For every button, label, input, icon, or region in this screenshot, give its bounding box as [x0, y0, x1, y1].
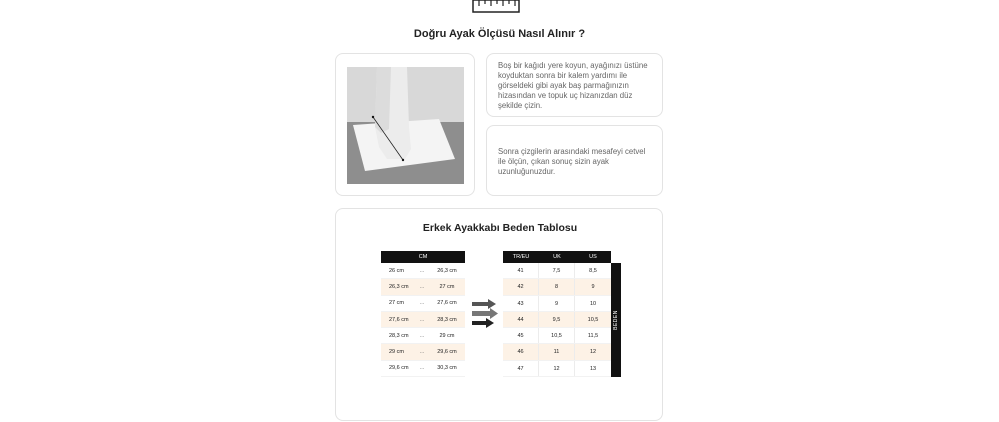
size-tr: 47 [503, 361, 539, 376]
cm-table [381, 251, 465, 377]
cm-to: 29,6 cm [437, 349, 457, 356]
cm-separator: ... [419, 267, 425, 274]
cm-separator: ... [419, 365, 425, 372]
cm-to: 26,3 cm [437, 267, 457, 274]
instruction-card-2 [486, 125, 663, 196]
cm-to: 29 cm [439, 332, 455, 339]
size-us: 12 [589, 349, 597, 356]
instruction-text-1: Boş bir kağıdı yere koyun, ayağınızı üstüne koyduktan sonra bir kalem yardımı ile görseldeki gibi ayak baş parmağınızın hizasından ve topuk uç hizanızdan düz şekilde çizin. [498, 61, 648, 110]
size-us: 9 [591, 284, 595, 291]
size-tr: 43 [503, 296, 539, 311]
cm-from: 29 cm [389, 349, 404, 356]
table-row [503, 279, 611, 295]
size-us: 13 [589, 365, 597, 372]
instruction-text-2: Sonra çizgilerin arasındaki mesafeyi cetvel ile ölçün, çıkan sonuç sizin ayak uzunluğunuzdur. [498, 147, 646, 176]
size-uk: 7,5 [539, 263, 575, 278]
table-row [503, 328, 611, 344]
cm-separator: ... [419, 283, 425, 290]
header-us: US [589, 254, 597, 260]
cm-separator: ... [419, 300, 425, 307]
size-table [503, 251, 611, 377]
arrow-right-icon [470, 299, 500, 329]
size-uk: 12 [539, 361, 575, 376]
cm-table-header: CM [381, 251, 465, 263]
size-uk: 9,5 [539, 312, 575, 327]
size-tr: 42 [503, 279, 539, 294]
cm-separator: ... [419, 349, 425, 356]
size-table-header [503, 251, 611, 263]
size-us: 10,5 [587, 316, 599, 323]
beden-label-text: BEDEN [613, 310, 620, 330]
size-us: 11,5 [587, 333, 599, 340]
size-us: 10 [589, 300, 597, 307]
page-heading: Doğru Ayak Ölçüsü Nasıl Alınır ? [413, 28, 586, 40]
cm-separator: ... [419, 332, 425, 339]
table-row [503, 361, 611, 377]
header-tr-eu: TR/EU [512, 254, 530, 260]
cm-from: 26 cm [389, 267, 404, 274]
cm-separator: ... [419, 316, 425, 323]
table-row [503, 263, 611, 279]
size-tr: 46 [503, 344, 539, 359]
size-table-card [335, 208, 663, 421]
cm-from: 26,3 cm [389, 283, 409, 290]
cm-from: 27 cm [389, 300, 404, 307]
table-row [381, 312, 465, 328]
cm-from: 28,3 cm [389, 332, 409, 339]
foot-measurement-photo [347, 67, 464, 184]
ruler-icon [472, 0, 520, 14]
size-us: 8,5 [589, 268, 597, 274]
size-tr: 45 [503, 328, 539, 343]
header-uk: UK [553, 254, 561, 260]
table-row [503, 312, 611, 328]
size-uk: 8 [539, 279, 575, 294]
table-row [503, 296, 611, 312]
cm-from: 27,6 cm [389, 316, 409, 323]
table-row [381, 296, 465, 312]
instruction-card-1 [486, 53, 663, 117]
size-tr: 44 [503, 312, 539, 327]
cm-to: 27 cm [439, 283, 455, 290]
cm-from: 29,6 cm [389, 365, 409, 372]
cm-to: 28,3 cm [437, 316, 457, 323]
table-row [503, 344, 611, 360]
table-row [381, 279, 465, 295]
photo-card [335, 53, 475, 196]
cm-to: 30,3 cm [437, 365, 457, 372]
beden-side-label [611, 263, 621, 377]
size-tr: 41 [503, 263, 539, 278]
size-table-title: Erkek Ayakkabı Beden Tablosu [422, 222, 578, 234]
table-row [381, 361, 465, 377]
size-uk: 9 [539, 296, 575, 311]
size-uk: 11 [539, 344, 575, 359]
table-row [381, 263, 465, 279]
size-uk: 10,5 [539, 328, 575, 343]
table-row [381, 328, 465, 344]
table-row [381, 344, 465, 360]
cm-to: 27,6 cm [437, 300, 457, 307]
